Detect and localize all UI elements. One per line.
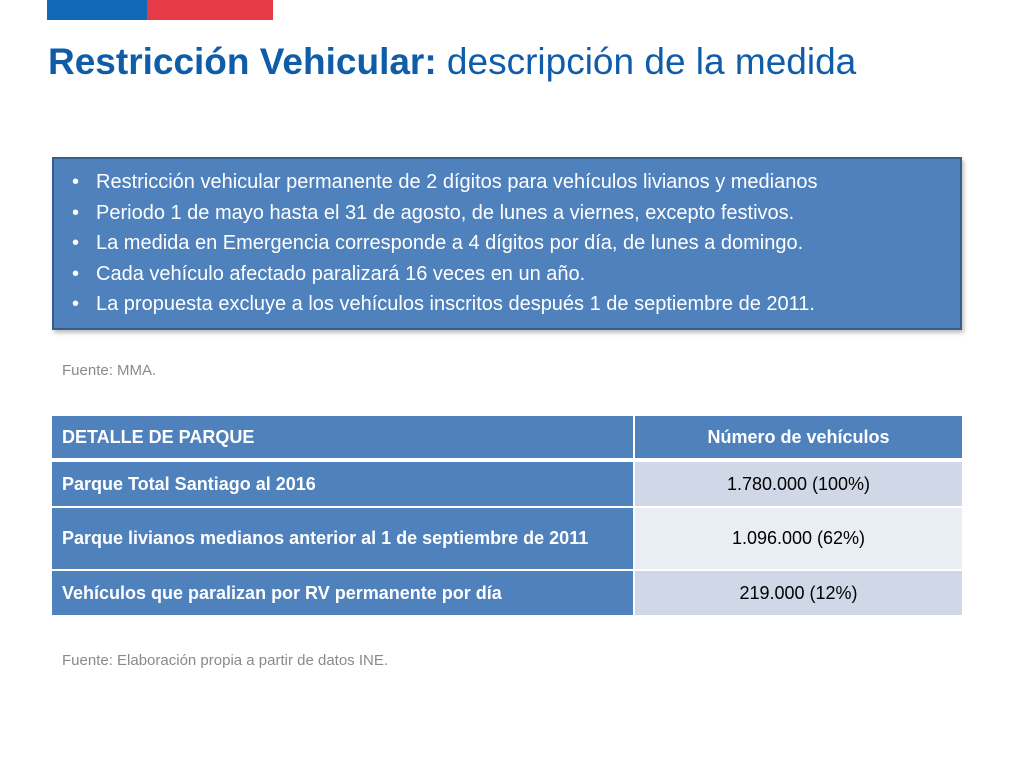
bullet-text: Restricción vehicular permanente de 2 dígitos para vehículos livianos y medianos: [96, 171, 818, 193]
flag-red-stripe: [147, 0, 273, 20]
bullet-item: [64, 289, 944, 320]
bullet-item: [64, 259, 944, 290]
info-box: [52, 157, 962, 330]
page-title: [48, 40, 856, 84]
row-label: Parque Total Santiago al 2016: [52, 462, 635, 508]
title-bold: Restricción Vehicular:: [48, 41, 437, 82]
table-row: [52, 571, 964, 617]
bullet-icon: •: [72, 171, 80, 193]
table-row: [52, 462, 964, 508]
table-header-row: [52, 416, 964, 462]
bullet-text: Cada vehículo afectado paralizará 16 veces en un año.: [96, 262, 586, 285]
bullet-icon: •: [72, 232, 80, 254]
bullet-icon: •: [72, 201, 80, 224]
row-label: Vehículos que paralizan por RV permanente por día: [52, 571, 635, 617]
header-numero-vehiculos: Número de vehículos: [635, 416, 964, 462]
source-note-ine: Fuente: Elaboración propia a partir de datos INE.: [62, 652, 389, 669]
row-label: Parque livianos medianos anterior al 1 de septiembre de 2011: [52, 508, 635, 571]
title-light: descripción de la medida: [436, 41, 857, 82]
row-value: 1.780.000 (100%): [635, 462, 964, 508]
bullet-item: [64, 198, 944, 229]
bullet-icon: •: [72, 293, 80, 315]
source-note-mma: Fuente: MMA.: [62, 362, 157, 379]
bullet-list: [64, 167, 944, 320]
bullet-icon: •: [72, 262, 80, 285]
bullet-text: La propuesta excluye a los vehículos inscritos después 1 de septiembre de 2011.: [96, 293, 815, 315]
bullet-item: [64, 167, 944, 198]
table-row: [52, 508, 964, 571]
bullet-text: La medida en Emergencia corresponde a 4 dígitos por día, de lunes a domingo.: [96, 232, 804, 254]
row-value: 1.096.000 (62%): [635, 508, 964, 571]
flag-bar: [47, 0, 273, 20]
row-value: 219.000 (12%): [635, 571, 964, 617]
vehicle-fleet-table: [52, 416, 964, 617]
bullet-text: Periodo 1 de mayo hasta el 31 de agosto, de lunes a viernes, excepto festivos.: [96, 201, 795, 224]
flag-blue-stripe: [47, 0, 147, 20]
bullet-item: [64, 228, 944, 259]
header-detalle-parque: DETALLE DE PARQUE: [52, 416, 635, 462]
